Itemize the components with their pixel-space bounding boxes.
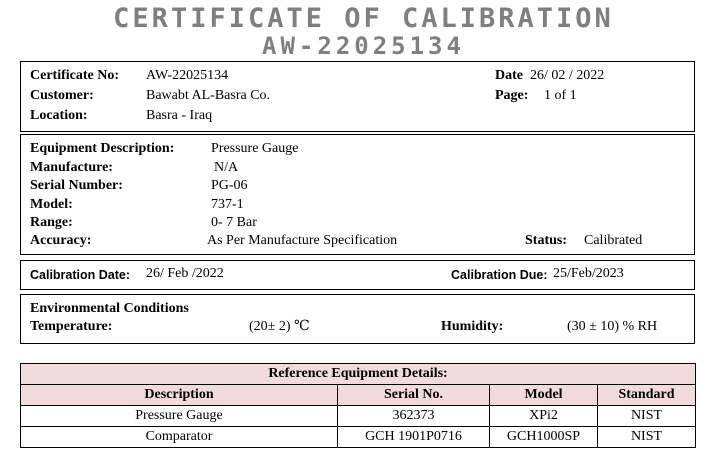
serial-number-value: PG-06	[211, 178, 248, 193]
serial-number-label: Serial Number:	[30, 178, 123, 193]
certificate-no-label: Certificate No:	[30, 68, 120, 83]
model-label: Model:	[30, 197, 73, 212]
reference-equipment-table	[20, 363, 696, 448]
manufacture-label: Manufacture:	[30, 160, 113, 175]
calibration-due-value: 25/Feb/2023	[553, 266, 624, 281]
table-cell: Pressure Gauge	[21, 406, 338, 427]
location-label: Location:	[30, 108, 88, 123]
temperature-label: Temperature:	[30, 319, 113, 334]
equipment-description-label: Equipment Description:	[30, 141, 175, 156]
table-cell: GCH 1901P0716	[338, 427, 490, 448]
accuracy-label: Accuracy:	[30, 233, 92, 248]
table-cell: 362373	[338, 406, 490, 427]
table-cell: XPi2	[490, 406, 598, 427]
table-cell: NIST	[598, 427, 696, 448]
certificate-no-value: AW-22025134	[146, 68, 229, 83]
table-cell: Comparator	[21, 427, 338, 448]
column-header-model: Model	[490, 385, 598, 406]
date-label: Date	[495, 68, 523, 83]
calibration-date-label: Calibration Date:	[30, 268, 131, 282]
location-value: Basra - Iraq	[146, 108, 213, 123]
customer-label: Customer:	[30, 88, 94, 103]
table-cell: NIST	[598, 406, 696, 427]
column-header-description: Description	[21, 385, 338, 406]
calibration-due-label: Calibration Due:	[451, 268, 548, 282]
customer-value: Bawabt AL-Basra Co.	[146, 88, 271, 103]
page-value: 1 of 1	[544, 88, 577, 103]
environment-heading: Environmental Conditions	[30, 301, 189, 316]
humidity-label: Humidity:	[441, 319, 504, 334]
reference-table-heading: Reference Equipment Details:	[21, 364, 696, 385]
equipment-description-value: Pressure Gauge	[211, 141, 299, 156]
table-cell: GCH1000SP	[490, 427, 598, 448]
range-label: Range:	[30, 215, 73, 230]
accuracy-value: As Per Manufacture Specification	[207, 233, 398, 248]
column-header-standard: Standard	[598, 385, 696, 406]
range-value: 0- 7 Bar	[211, 215, 257, 230]
column-header-serial: Serial No.	[338, 385, 490, 406]
date-value: 26/ 02 / 2022	[530, 68, 605, 83]
humidity-value: (30 ± 10) % RH	[567, 319, 658, 334]
manufacture-value: N/A	[214, 160, 239, 175]
calibration-date-value: 26/ Feb /2022	[146, 266, 224, 281]
status-value: Calibrated	[584, 233, 643, 248]
certificate-title: CERTIFICATE OF CALIBRATION	[113, 3, 614, 34]
page-label: Page:	[495, 88, 529, 103]
certificate-number-title: AW-22025134	[262, 32, 465, 60]
status-label: Status:	[525, 233, 568, 248]
temperature-value: (20± 2) ℃	[249, 319, 310, 334]
model-value: 737-1	[211, 197, 244, 212]
table-row	[21, 406, 696, 427]
table-row	[21, 427, 696, 448]
